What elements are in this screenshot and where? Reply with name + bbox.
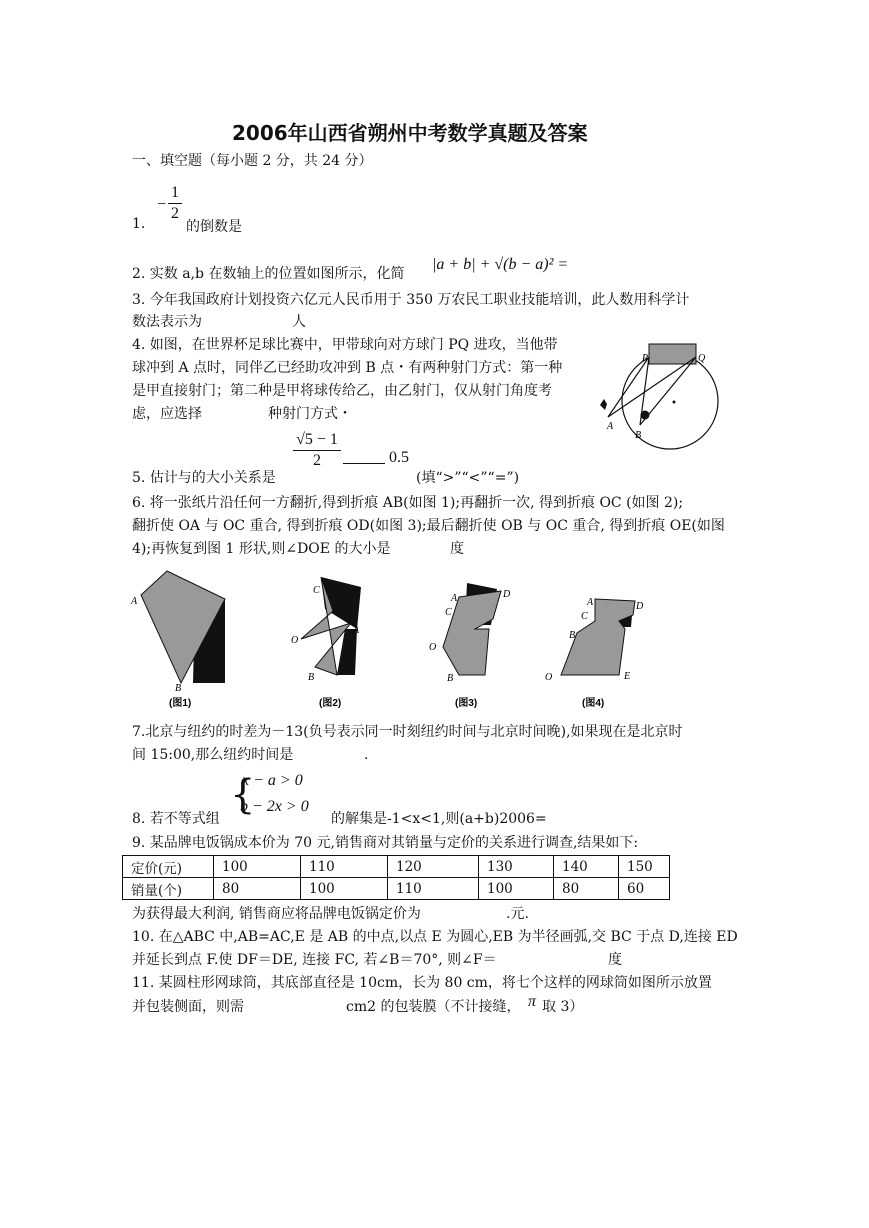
fig3-label-o: O — [429, 642, 437, 653]
fig3-label-c: C — [445, 607, 452, 618]
q6-line2: 翻折使 OA 与 OC 重合, 得到折痕 OD(如图 3);最后翻折使 OB 与 OC 重合, 得到折痕 OE(如图 — [132, 518, 725, 534]
fig-3 — [429, 583, 511, 709]
q10-line2a: 并延长到点 F.使 DF＝DE, 连接 FC, 若∠B＝70°, 则∠F＝ — [132, 952, 497, 968]
fig4-label-c: C — [581, 611, 588, 622]
table-cell: 130 — [479, 856, 554, 878]
q7-line1: 7.北京与纽约的时差为－13(负号表示同一时刻纽约时间与北京时间晚),如果现在是北京时 — [132, 724, 683, 740]
q4-line4b: 种射门方式・ — [268, 406, 352, 422]
q11-line2a: 并包装侧面，则需 — [132, 999, 244, 1015]
q3-line2b: 人 — [292, 314, 306, 330]
player-b-icon — [641, 411, 650, 420]
q5-frac-den: 2 — [313, 452, 321, 469]
fig4-label-b: B — [569, 630, 576, 641]
fig3-caption: (图3) — [455, 698, 478, 709]
q8-number: 8. 若不等式组 — [132, 811, 220, 827]
q9-after-b: .元. — [506, 906, 529, 922]
fig2-label-o: O — [291, 635, 299, 646]
table-cell: 120 — [388, 856, 479, 878]
q1-minus: − — [157, 196, 167, 213]
q11-line1: 11. 某圆柱形网球筒，其底部直径是 10cm，长为 80 cm，将七个这样的网球筒如图所示放置 — [132, 975, 712, 991]
center-dot — [673, 401, 676, 404]
fig1-label-b: B — [175, 683, 182, 694]
fig4-label-d: D — [636, 601, 644, 612]
label-q: Q — [698, 353, 706, 364]
fig-1 — [130, 571, 225, 709]
price-sales-table — [122, 855, 670, 900]
fig-4 — [545, 597, 644, 709]
q4-line4a: 虑，应选择 — [132, 406, 202, 422]
q5-frac-num: √5 − 1 — [296, 431, 338, 448]
q6-line3a: 4);再恢复到图 1 形状,则∠DOE 的大小是 — [132, 541, 391, 557]
q8-brace: { — [230, 772, 256, 818]
label-a: A — [607, 421, 614, 432]
q5-value: 0.5 — [389, 449, 409, 466]
table-cell: 100 — [301, 878, 388, 900]
table-cell: 80 — [214, 878, 301, 900]
q11-line2c: 取 3） — [542, 999, 584, 1015]
table-cell: 60 — [619, 878, 670, 900]
fig2-label-b: B — [308, 672, 315, 683]
goal-rect — [649, 344, 696, 364]
line-qa — [608, 357, 696, 417]
fig1-label-a: A — [131, 596, 138, 607]
table-cell: 100 — [479, 878, 554, 900]
fig2-label-c: C — [313, 585, 320, 596]
q2-text: 2. 实数 a,b 在数轴上的位置如图所示，化简 — [132, 266, 405, 282]
fig3-label-d: D — [503, 589, 511, 600]
q11-line2b: cm2 的包装膜（不计接缝， — [346, 999, 521, 1015]
fig4-label-o: O — [545, 672, 553, 683]
q1-number: 1. — [132, 216, 146, 232]
table-row — [123, 878, 670, 900]
q5-frac-bar — [293, 450, 341, 451]
soccer-goal-figure — [590, 335, 730, 450]
table-cell: 110 — [388, 878, 479, 900]
fig4-label-e: E — [624, 671, 631, 682]
label-b: B — [635, 430, 642, 441]
q1-frac-bar — [168, 203, 182, 204]
fig4-label-a: A — [587, 597, 594, 608]
q9-text: 9. 某品牌电饭锅成本价为 70 元,销售商对其销量与定价的关系进行调查,结果如下: — [132, 835, 639, 851]
q3-line2a: 数法表示为 — [132, 314, 202, 330]
q5-fraction — [293, 431, 341, 470]
q10-line1: 10. 在△ABC 中,AB=AC,E 是 AB 的中点,以点 E 为圆心,EB 为半径画弧,交 BC 于点 D,连接 ED — [132, 929, 738, 945]
q4-line1: 4. 如图，在世界杯足球比赛中，甲带球向对方球门 PQ 进攻，当他带 — [132, 337, 558, 353]
q1-text: 的倒数是 — [186, 219, 242, 235]
table-row — [123, 856, 670, 878]
q5-blank — [343, 463, 385, 464]
label-p: P — [642, 353, 649, 364]
table-cell: 定价(元) — [123, 856, 214, 878]
table-cell: 110 — [301, 856, 388, 878]
q8-ineq2: b − 2x > 0 — [240, 798, 309, 815]
table-cell: 150 — [619, 856, 670, 878]
q8-text: 的解集是-1<x<1,则(a+b)2006= — [331, 811, 547, 827]
table-cell: 销量(个) — [123, 878, 214, 900]
fig2-caption: (图2) — [319, 698, 342, 709]
page-title: 2006年山西省朔州中考数学真题及答案 — [232, 121, 588, 145]
table-cell: 80 — [554, 878, 619, 900]
fig4-caption: (图4) — [582, 698, 605, 709]
q1-fraction — [168, 184, 182, 223]
q6-line1: 6. 将一张纸片沿任何一方翻折,得到折痕 AB(如图 1);再翻折一次, 得到折痕 OC (如图 2); — [132, 495, 684, 511]
table-cell: 100 — [214, 856, 301, 878]
fig1-caption: (图1) — [169, 698, 192, 709]
q5-hint: (填“>”“<”“=”) — [416, 470, 520, 486]
q4-line2: 球冲到 A 点时，同伴乙已经助攻冲到 B 点・有两种射门方式：第一种 — [132, 360, 563, 376]
fig3-label-b: B — [447, 673, 454, 684]
q2-expression: |a + b| + √(b − a)² = — [432, 256, 569, 273]
q7-line2b: . — [364, 747, 369, 763]
q4-line3: 是甲直接射门；第二种是甲将球传给乙，由乙射门，仅从射门角度考 — [132, 383, 552, 399]
q8-ineq1: x − a > 0 — [242, 772, 303, 789]
q11-pi: π — [528, 993, 537, 1010]
player-a-icon — [600, 399, 607, 410]
fold-figures — [125, 565, 685, 715]
q10-line2b: 度 — [608, 952, 622, 968]
q5-text: 5. 估计与的大小关系是 — [132, 470, 276, 486]
table-cell: 140 — [554, 856, 619, 878]
fig3-label-a: A — [451, 593, 458, 604]
q1-frac-den: 2 — [171, 205, 179, 222]
q6-line3b: 度 — [450, 541, 464, 557]
section-heading: 一、填空题（每小题 2 分，共 24 分） — [132, 153, 373, 169]
q1-frac-num: 1 — [171, 184, 179, 201]
fig-2 — [291, 577, 361, 709]
q3-line1: 3. 今年我国政府计划投资六亿元人民币用于 350 万农民工职业技能培训，此人数用科学计 — [132, 292, 690, 308]
q7-line2a: 间 15:00,那么纽约时间是 — [132, 747, 294, 763]
fig2-label-a: A — [353, 625, 360, 636]
q9-after-a: 为获得最大利润, 销售商应将品牌电饭锅定价为 — [132, 906, 421, 922]
